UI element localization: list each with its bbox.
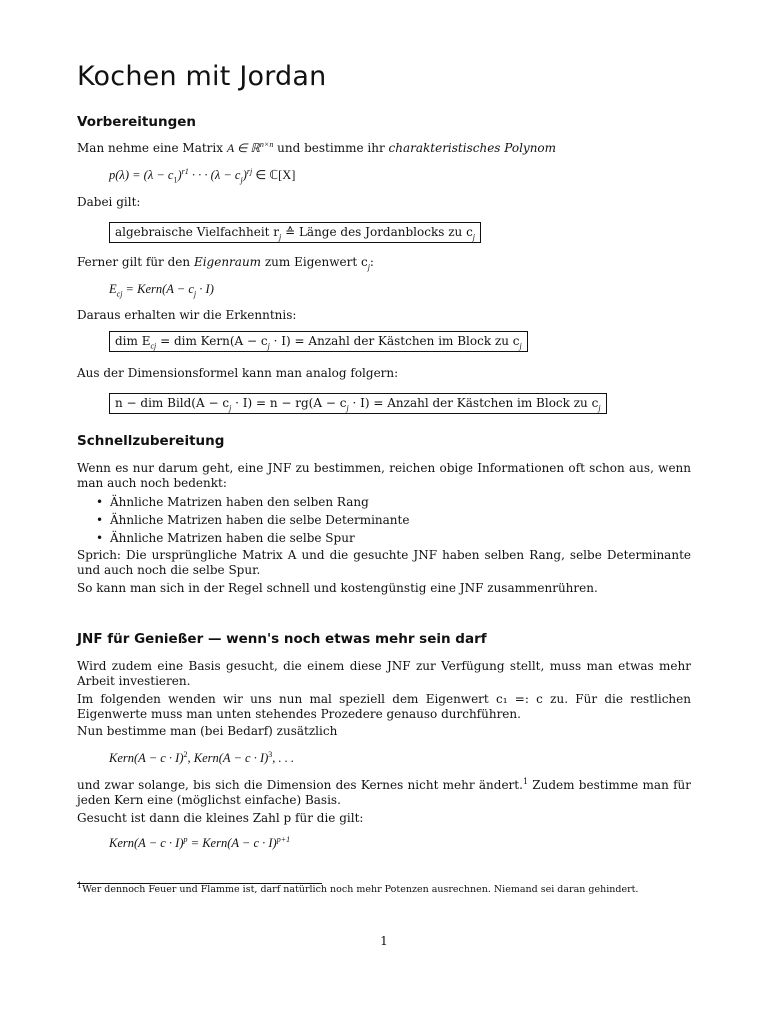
paragraph-ferner (77, 255, 691, 270)
math-sub: j (193, 289, 197, 299)
text: Zudem bestimme man für jeden Kern eine (möglichst einfache) Basis. (77, 778, 691, 807)
math: E (109, 282, 117, 296)
box-dimensionsformel (109, 393, 607, 414)
paragraph-eigenwert: Im folgenden wenden wir uns nun mal speziell dem Eigenwert c₁ =: c zu. Für die restlichen Eigenwerte muss man unten stehendes Prozedere genauso durchführen. (77, 692, 691, 721)
math: Kern(A − c · I) (109, 836, 184, 850)
paragraph-dabei: Dabei gilt: (77, 195, 141, 209)
text: n − dim Bild(A − c (115, 396, 230, 410)
text: · I) = Anzahl der Kästchen im Block zu c (269, 334, 520, 348)
formula-kern-p (109, 836, 290, 851)
math: A ∈ ℝ (226, 141, 260, 155)
emphasis: charakteristisches Polynom (388, 141, 557, 155)
list-item: • Ähnliche Matrizen haben die selbe Spur (96, 529, 409, 547)
math: ∈ ℂ[X] (252, 168, 296, 182)
paragraph-aus: Aus der Dimensionsformel kann man analog folgern: (77, 366, 399, 380)
math-sub: j (267, 341, 270, 351)
text: Man nehme eine Matrix (77, 141, 227, 155)
paragraph-gesucht: Gesucht ist dann die kleines Zahl p für die gilt: (77, 811, 364, 825)
text: algebraische Vielfachheit r (115, 225, 280, 239)
math-sub: j (598, 403, 601, 413)
document-title: Kochen mit Jordan (77, 61, 327, 92)
math-sup: 3 (268, 749, 273, 759)
math: ) (177, 168, 182, 182)
text: : (369, 255, 374, 269)
list-item: • Ähnliche Matrizen haben den selben Rang (96, 493, 409, 511)
footnote (77, 880, 639, 896)
heading-schnellzubereitung: Schnellzubereitung (77, 433, 225, 449)
math-sub: j (279, 232, 282, 242)
math-sup: 2 (183, 749, 188, 759)
math-sub: j (519, 341, 522, 351)
emphasis: Eigenraum (193, 255, 262, 269)
text: und zwar solange, bis sich die Dimension des Kernes nicht mehr ändert. (77, 778, 523, 792)
math: , Kern(A − c · I) (187, 751, 269, 765)
math: = Kern(A − c · I) (187, 836, 277, 850)
formula-eigenraum (109, 282, 214, 297)
footnote-text: Wer dennoch Feuer und Flamme ist, darf natürlich noch mehr Potenzen ausrechnen. Niemand sei daran gehindert. (82, 884, 639, 895)
text: Ferner gilt für den (77, 255, 194, 269)
heading-vorbereitungen: Vorbereitungen (77, 114, 197, 130)
paragraph-solange (77, 778, 691, 808)
math: ) (242, 168, 247, 182)
math: · I) (196, 282, 214, 296)
text: = dim Kern(A − c (156, 334, 268, 348)
math-sub: cj (116, 289, 123, 299)
footnote-ref[interactable]: 1 (522, 777, 529, 786)
math-sub: j (229, 403, 232, 413)
box-multiplicity (109, 222, 481, 243)
math: , . . . (272, 751, 295, 765)
footnote-mark: 1 (77, 880, 83, 890)
math-sup: r1 (181, 166, 189, 176)
paragraph-zusammenruehren: So kann man sich in der Regel schnell und kostengünstig eine JNF zusammenrühren. (77, 581, 598, 595)
math-sup: p (183, 834, 188, 844)
paragraph-daraus: Daraus erhalten wir die Erkenntnis: (77, 308, 297, 322)
formula-kern-powers (109, 751, 294, 766)
math-sub: cj (150, 341, 157, 351)
text: · I) = n − rg(A − c (231, 396, 347, 410)
formula-char-poly (109, 168, 295, 183)
text: zum Eigenwert c (261, 255, 368, 269)
math: Kern(A − c · I) (109, 751, 184, 765)
paragraph-intro (77, 141, 691, 156)
text: und bestimme ihr (273, 141, 389, 155)
list-item: • Ähnliche Matrizen haben die selbe Determinante (96, 511, 409, 529)
math-sup: p+1 (276, 834, 291, 844)
bullet-list (96, 493, 409, 547)
paragraph-schnell-intro: Wenn es nur darum geht, eine JNF zu bestimmen, reichen obige Informationen oft schon aus, wenn man auch noch bedenkt: (77, 461, 691, 490)
math-sup: n×n (259, 140, 274, 149)
text: · I) = Anzahl der Kästchen im Block zu c (348, 396, 599, 410)
box-dimension-eigenraum (109, 331, 528, 352)
paragraph-basis: Wird zudem eine Basis gesucht, die einem diese JNF zur Verfügung stellt, muss man etwas mehr Arbeit investieren. (77, 659, 691, 688)
math: · · · (λ − c (188, 168, 241, 182)
math: = Kern(A − c (122, 282, 194, 296)
page-number: 1 (380, 934, 388, 948)
heading-geniesser: JNF für Genießer — wenn's noch etwas mehr sein darf (77, 631, 487, 647)
math-sub: j (346, 403, 349, 413)
paragraph-bestimme: Nun bestimme man (bei Bedarf) zusätzlich (77, 724, 338, 738)
paragraph-sprich: Sprich: Die ursprüngliche Matrix A und die gesuchte JNF haben selben Rang, selbe Determinante und auch noch die selbe Spur. (77, 548, 691, 577)
text: ≙ Länge des Jordanblocks zu c (281, 225, 473, 239)
math-sub: j (240, 175, 243, 185)
math-sub: 1 (173, 175, 178, 185)
text: dim E (115, 334, 151, 348)
math-sub: j (367, 262, 370, 272)
math-sup: rj (246, 166, 253, 176)
math-sub: j (472, 232, 476, 242)
math: p(λ) = (λ − c (109, 168, 174, 182)
